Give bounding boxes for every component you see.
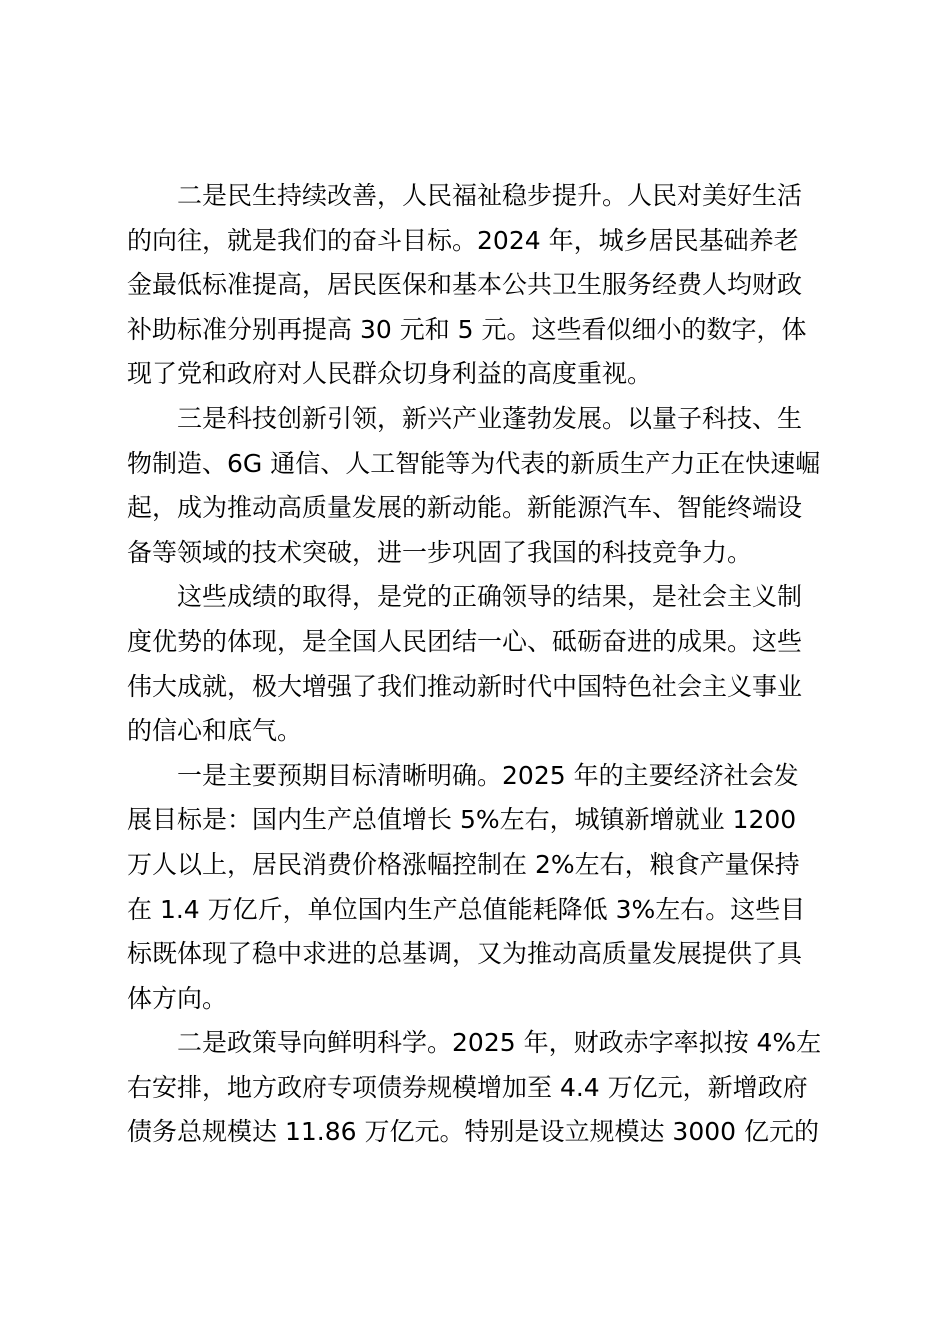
text-line: 伟大成就，极大增强了我们推动新时代中国特色社会主义事业 [127,671,803,701]
text-line: 这些成绩的取得，是党的正确领导的结果，是社会主义制 [177,582,803,612]
text-line: 二是民生持续改善，人民福祉稳步提升。人民对美好生活 [177,181,803,210]
text-line: 展目标是：国内生产总值增长 5%左右，城镇新增就业 1200 [127,805,797,835]
text-line: 三是科技创新引领，新兴产业蓬勃发展。以量子科技、生 [177,403,803,433]
text-line: 在 1.4 万亿斤，单位国内生产总值能耗降低 3%左右。这些目 [127,894,806,924]
text-line: 补助标准分别再提高 30 元和 5 元。这些看似细小的数字，体 [127,314,807,344]
text-line: 起，成为推动高质量发展的新动能。新能源汽车、智能终端设 [127,493,803,523]
text-line: 的信心和底气。 [127,716,303,746]
text-line: 体方向。 [127,983,228,1013]
paragraph-livelihood [127,174,837,397]
text-line: 度优势的体现，是全国人民团结一心、砥砺奋进的成果。这些 [127,626,803,656]
paragraph-targets [127,754,837,1022]
text-line: 备等领域的技术突破，进一步巩固了我国的科技竞争力。 [127,537,753,567]
text-line: 物制造、6G 通信、人工智能等为代表的新质生产力正在快速崛 [127,448,821,478]
paragraph-technology [127,397,837,575]
text-line: 标既体现了稳中求进的总基调，又为推动高质量发展提供了具 [127,939,803,969]
text-line: 右安排，地方政府专项债券规模增加至 4.4 万亿元，新增政府 [127,1072,808,1102]
paragraph-policy [127,1021,837,1155]
paragraph-achievements [127,575,837,753]
text-line: 二是政策导向鲜明科学。2025 年，财政赤字率拟按 4%左 [177,1028,822,1058]
text-line: 的向往，就是我们的奋斗目标。2024 年，城乡居民基础养老 [127,225,799,255]
text-line: 现了党和政府对人民群众切身利益的高度重视。 [127,359,653,389]
text-line: 一是主要预期目标清晰明确。2025 年的主要经济社会发 [177,760,799,790]
text-line: 债务总规模达 11.86 万亿元。特别是设立规模达 3000 亿元的 [127,1117,819,1147]
body-text [127,174,837,1155]
text-line: 金最低标准提高，居民医保和基本公共卫生服务经费人均财政 [127,270,803,300]
text-line: 万人以上，居民消费价格涨幅控制在 2%左右，粮食产量保持 [127,849,800,879]
